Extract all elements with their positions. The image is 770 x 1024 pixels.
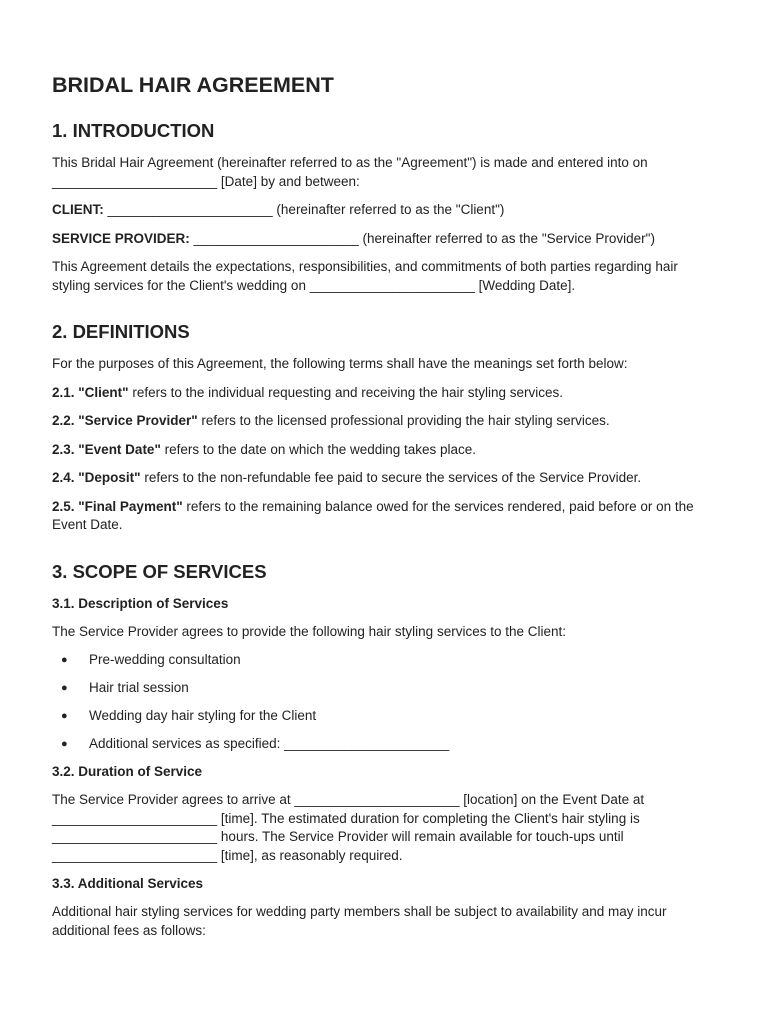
section-heading: 3. SCOPE OF SERVICES [52,560,267,582]
definition-item [52,384,718,403]
services-list [52,651,718,754]
subsection-heading: 3.2. Duration of Service [52,764,203,779]
list-item [52,679,718,698]
section-heading: 1. INTRODUCTION [52,120,215,141]
definition-item [52,441,718,460]
list-item-text: Pre-wedding consultation [89,652,241,667]
subsection-heading: 3.1. Description of Services [52,595,229,611]
definition-term: 2.1. "Client" [52,384,129,400]
definition-term: 2.5. "Final Payment" [52,498,183,514]
intro-paragraph: This Bridal Hair Agreement (hereinafter referred to as the "Agreement") is made and entered into on ______________________ [Date] by and between: [52,155,648,189]
bullet-icon: ● [61,682,68,694]
intro-details-paragraph: This Agreement details the expectations, responsibilities, and commitments of both parties regarding hair styling services for the Client's wedding on ______________________ [Wedding Date]. [52,259,678,293]
provider-text: ______________________ (hereinafter referred to as the "Service Provider") [189,230,655,246]
section-introduction [52,120,718,295]
definition-item [52,498,718,535]
definition-text: refers to the remaining balance owed for the services rendered, paid before or on the Event Date. [52,498,694,532]
bullet-icon: ● [61,654,68,666]
provider-line [52,230,718,249]
definition-item [52,412,718,431]
section-heading: 2. DEFINITIONS [52,321,190,342]
duration-paragraph: The Service Provider agrees to arrive at ______________________ [location] on the Event Date at ______________________ [time]. The estimated duration for completing the Client's hair styling is ______________________ hours. The Service Provider will remain available for touch-ups until ______________________ [time], as reasonably required. [52,792,645,863]
client-text: ______________________ (hereinafter referred to as the "Client") [103,202,505,217]
list-item [52,735,718,754]
list-item [52,651,718,670]
provider-label: SERVICE PROVIDER: [52,230,190,246]
client-line [52,201,718,220]
bullet-icon: ● [61,738,68,750]
client-label: CLIENT: [52,202,104,217]
additional-services-paragraph: Additional hair styling services for wedding party members shall be subject to availability and may incur additional fees as follows: [52,904,667,938]
section-scope [52,561,718,941]
subsection-heading: 3.3. Additional Services [52,876,204,891]
definition-term: 2.3. "Event Date" [52,441,161,457]
list-item [52,707,718,726]
definition-term: 2.4. "Deposit" [52,470,141,485]
definition-text: refers to the individual requesting and receiving the hair styling services. [128,384,564,400]
definition-text: refers to the licensed professional providing the hair styling services. [197,413,610,428]
list-item-text: Additional services as specified: ______________________ [89,736,450,751]
list-item-text: Wedding day hair styling for the Client [89,708,317,723]
bullet-icon: ● [61,710,68,722]
definition-term: 2.2. "Service Provider" [52,413,198,428]
definition-item [52,469,718,488]
definition-text: refers to the non-refundable fee paid to secure the services of the Service Provider. [140,470,642,485]
list-item-text: Hair trial session [89,680,189,695]
document-title: BRIDAL HAIR AGREEMENT [52,73,334,97]
definitions-lead: For the purposes of this Agreement, the following terms shall have the meanings set forth below: [52,356,628,371]
services-lead: The Service Provider agrees to provide the following hair styling services to the Client: [52,623,566,639]
section-definitions [52,321,718,535]
definition-text: refers to the date on which the wedding takes place. [160,441,477,457]
